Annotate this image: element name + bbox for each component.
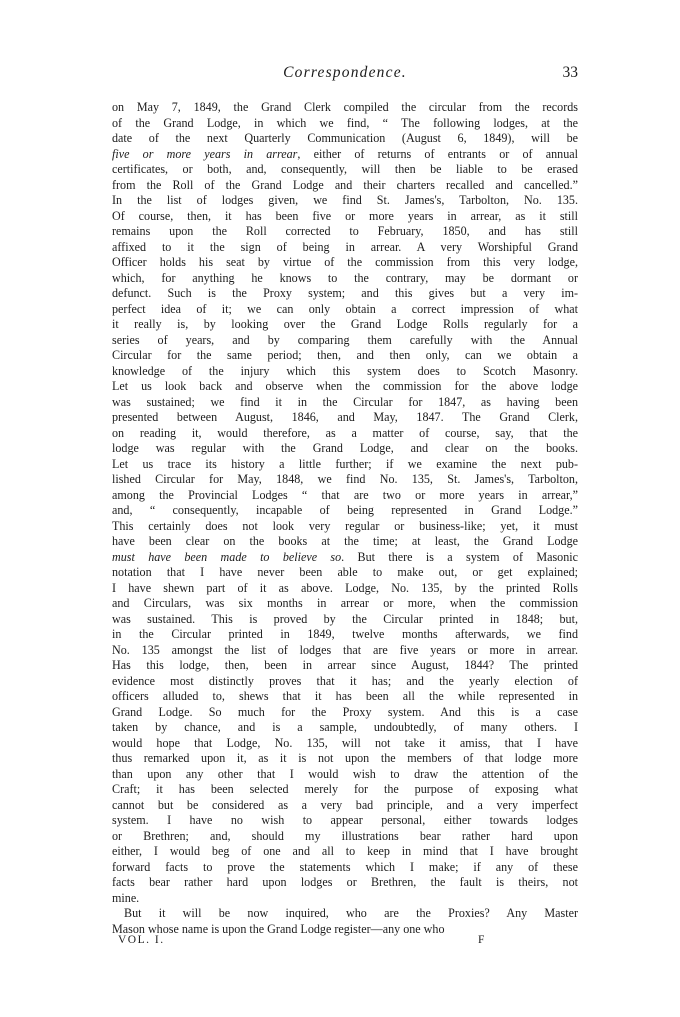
text-line: perfect idea of it; we can only obtain a correct impression of what	[112, 301, 578, 316]
text-line: No. 135 amongst the list of lodges that are five years or more in arrear.	[112, 642, 578, 657]
text-line: must have been made to believe so. But there is a system of Masonic	[112, 549, 578, 564]
text-line: mine.	[112, 890, 140, 905]
running-head	[112, 64, 578, 88]
text-line: Craft; it has been selected merely for the purpose of exposing what	[112, 782, 578, 796]
text-line: and Circulars, was six months in arrear or more, when the commission	[112, 596, 578, 610]
text-line: on reading it, would therefore, as a matter of course, say, that the	[112, 425, 578, 440]
text-line: certificates, or both, and, consequently, will then be liable to be erased	[112, 162, 578, 176]
text-line: affixed to it the sign of being in arrear. A very Worshipful Grand	[112, 239, 578, 254]
text-line: taken by chance, and is a sample, undoubtedly, of many others. I	[112, 720, 578, 734]
text-line: system. I have no wish to appear personal, either towards lodges	[112, 813, 578, 827]
running-title: Correspondence.	[283, 64, 407, 81]
text-line: But it will be now inquired, who are the Proxies? Any Master	[124, 906, 578, 920]
text-line: of the Grand Lodge, in which we find, “ The following lodges, at the	[112, 115, 578, 130]
text-line: Let us trace its history a little further; if we examine the next pub-	[112, 456, 578, 471]
page-footer	[112, 934, 578, 950]
text-line: was sustained; we find it in the Circular for 1847, as having been	[112, 394, 578, 409]
text-line: remains upon the Roll corrected to February, 1850, and has still	[112, 224, 578, 238]
text-line: in the Circular printed in 1849, twelve months afterwards, we find	[112, 627, 578, 641]
text-line: either, I would beg of one and all to keep in mind that I have brought	[112, 844, 578, 858]
text-line: notation that I have never been able to make out, or get explained;	[112, 565, 578, 579]
text-line: date of the next Quarterly Communication (August 6, 1849), will be	[112, 131, 578, 145]
text-line: among the Provincial Lodges “ that are two or more years in arrear,”	[112, 487, 578, 502]
text-line: or Brethren; and, should my illustrations bear rather hard upon	[112, 828, 578, 843]
body-text	[112, 100, 578, 937]
text-line: which, for anything he knows to the contrary, may be dormant or	[112, 270, 578, 285]
text-line: In the list of lodges given, we find St. James's, Tarbolton, No. 135.	[112, 193, 578, 207]
text-line: Mason whose name is upon the Grand Lodge register—any one who	[112, 921, 445, 936]
text-line: defunct. Such is the Proxy system; and this gives but a very im-	[112, 286, 578, 300]
signature-letter: F	[478, 934, 485, 946]
page-number: 33	[562, 64, 578, 81]
text-line: I have shewn part of it as above. Lodge, No. 135, by the printed Rolls	[112, 580, 578, 595]
text-line: on May 7, 1849, the Grand Clerk compiled the circular from the records	[112, 100, 578, 114]
text-line: Has this lodge, then, been in arrear since August, 1844? The printed	[112, 658, 578, 672]
text-line: five or more years in arrear, either of returns of entrants or of annual	[112, 146, 579, 161]
text-line: from the Roll of the Grand Lodge and their charters recalled and cancelled.”	[112, 177, 578, 192]
text-line: forward facts to prove the statements which I make; if any of these	[112, 859, 578, 874]
text-line: was sustained. This is proved by the Circular printed in 1848; but,	[112, 611, 578, 626]
text-line: thus remarked upon it, as it is not upon the members of that lodge more	[112, 751, 578, 765]
text-line: and, “ consequently, incapable of being represented in Grand Lodge.”	[112, 503, 578, 517]
text-line: lished Circular for May, 1848, we find No. 135, St. James's, Tarbolton,	[112, 472, 578, 486]
text-line: officers alluded to, shews that it has been all the while represented in	[112, 689, 578, 703]
text-line: facts bear rather hard upon lodges or Brethren, the fault is theirs, not	[112, 875, 578, 889]
text-line: lodge was regular with the Grand Lodge, and clear on the books.	[112, 441, 578, 455]
text-line: Of course, then, it has been five or more years in arrear, as it still	[112, 208, 578, 223]
text-line: presented between August, 1846, and May, 1847. The Grand Clerk,	[112, 410, 578, 424]
text-line: This certainly does not look very regular or business-like; yet, it must	[112, 518, 578, 533]
volume-signature: VOL. I.	[118, 934, 165, 946]
text-line: Circular for the same period; then, and then only, can we obtain a	[112, 348, 578, 362]
text-line: knowledge of the injury which this system does to Scotch Masonry.	[112, 363, 578, 378]
text-line: series of years, and by comparing them carefully with the Annual	[112, 332, 578, 347]
text-line: would hope that Lodge, No. 135, will not take it amiss, that I have	[112, 735, 578, 750]
text-line: Let us look back and observe when the commission for the above lodge	[112, 379, 578, 393]
text-line: than upon any other that I would wish to draw the attention of the	[112, 766, 578, 781]
text-line: Grand Lodge. So much for the Proxy system. And this is a case	[112, 704, 578, 719]
text-line: evidence most distinctly proves that it has; and the yearly election of	[112, 673, 578, 688]
text-line: it really is, by looking over the Grand Lodge Rolls regularly for a	[112, 317, 578, 331]
text-line: Officer holds his seat by virtue of the commission from this very lodge,	[112, 255, 578, 269]
text-line: have been clear on the books at the time; at least, the Grand Lodge	[112, 534, 578, 548]
text-line: cannot but be considered as a very bad principle, and a very imperfect	[112, 797, 578, 812]
